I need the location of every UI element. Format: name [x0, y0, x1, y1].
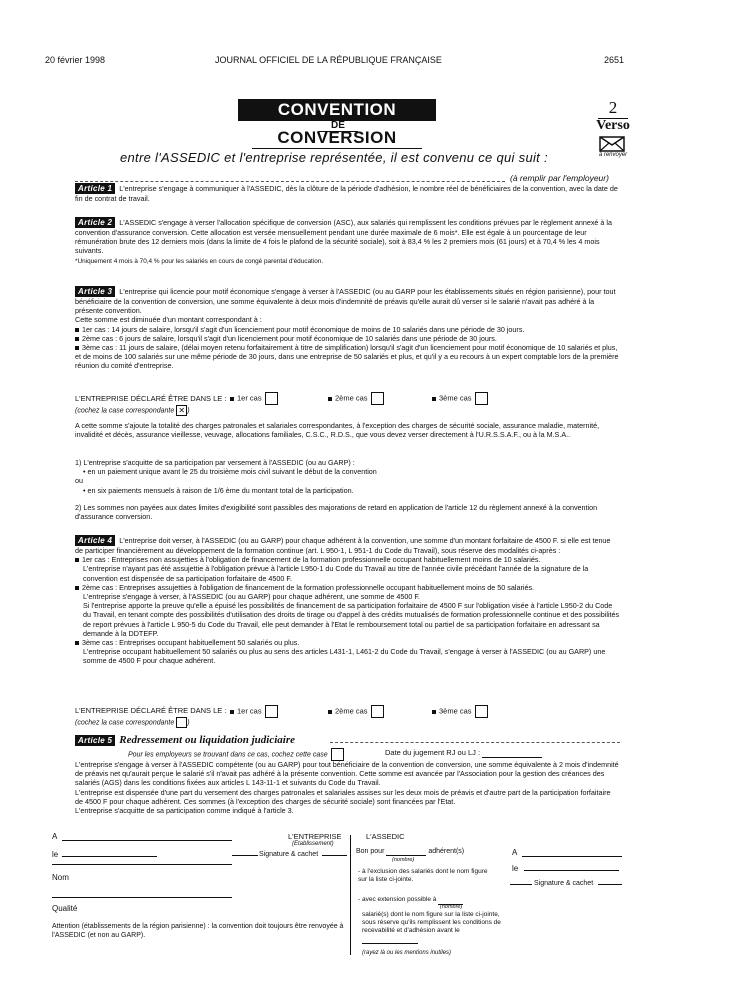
art4-case1-checkbox[interactable]: [265, 705, 278, 718]
bullet-square: [75, 337, 79, 341]
article-3: [75, 286, 620, 371]
article-3-payment: [75, 458, 620, 495]
article-5-text3: L'entreprise s'acquitte de sa participation comme indiqué à l'article 3.: [75, 806, 294, 816]
header-page-number: 2651: [604, 55, 625, 65]
footer-signature2: Signature & cachet: [534, 880, 594, 887]
title-de: DE: [318, 120, 358, 132]
bullet-square: [230, 710, 234, 714]
footer-qualite-top-line: [52, 897, 232, 898]
footer-a-left-line: [62, 840, 232, 841]
case3-checkbox[interactable]: [475, 392, 488, 405]
bullet-square: [75, 558, 79, 562]
bullet-square: [328, 710, 332, 714]
article-4-case3-option: [432, 705, 488, 718]
article-3-charges: A cette somme s'ajoute la totalité des charges patronales et salariales correspondantes, à l'exception des charges de sécurité sociale, assurance maladie, maternité, invalidité et décès, assurance vieillesse, veuvage, allocations familiales, C.S.C., R.D.S., que vous devez verser directement à l'U.R.S.S.A.F., ou à la M.S.A..: [75, 421, 600, 440]
footer-le-right-field[interactable]: [524, 863, 619, 871]
article-4-case-1: 1er cas : Entreprises non assujetties à l'obligation de financement de la formation professionnelle occupant habituellement moins de 10 salariés.: [82, 555, 541, 565]
article-1-label: Article 1: [75, 183, 115, 194]
article-3-p1: 1) L'entreprise s'acquitte de sa participation par versement à l'ASSEDIC (ou au GARP) :: [75, 458, 355, 467]
article-5-text: L'entreprise s'engage à verser à l'ASSEDIC compétente (ou au GARP) pour tout bénéficiaire de la convention de conversion, une somme équivalente à 2 mois d'indemnité de préavis net qu'aurait perçue le salarié s'il n'avait pas adhéré à la présente convention. Cette somme est avancée par l'Association pour la gestion des créances des salariés (AGS) dans les conditions fixées aux articles L 143-11-1 et suivants du Code du Travail.: [75, 760, 619, 788]
article-5-heading-row: [75, 734, 295, 746]
article-4-case-2b: L'entreprise s'engage à verser, à l'ASSEDIC (ou au GARP) pour chaque adhérent, une somme de 4500 F.: [83, 592, 420, 602]
footer-nom: Nom: [52, 873, 69, 882]
employeurs-text: Pour les employeurs se trouvant dans ce cas, cochez cette case: [128, 751, 328, 759]
footer-attention: Attention (établissements de la région parisienne) : la convention doit toujours être renvoyée à l'ASSEDIC (et non au GARP).: [52, 923, 344, 939]
renvoyer-label: à renvoyer: [598, 152, 628, 158]
article-4: [75, 535, 620, 666]
bullet-square: [75, 328, 79, 332]
article-4-label: Article 4: [75, 535, 115, 546]
footer-etablissement: (Etablissement): [292, 841, 334, 847]
article-5-line: [330, 742, 620, 743]
footer-a-left: A: [52, 832, 58, 841]
article-1-text: L'entreprise s'engage à communiquer à l'ASSEDIC, dès la clôture de la période d'adhésion, le nombre réel de bénéficiaires de la convention, avec la date de fin de contrat de travail.: [75, 184, 618, 203]
bullet-square: [328, 397, 332, 401]
article-5-label: Article 5: [75, 735, 115, 746]
footer-sig1-line-right: [322, 855, 347, 856]
article-4-case-2c: Si l'entreprise apporte la preuve qu'elle a épuisé les possibilités de financement de sa participation forfaitaire de 4500 F sur l'obligation visée à l'article L950-2 du Code du Travail, en tenant compte des possibilités d'utilisation des droits de tirage ou d'appel à des crédits mutualisés de formation professionnelle continue et des possibilités de report prévues à l'article L 950-5 du Code du Travail, elle peut demander à l'Etat le remboursement total ou partiel de sa participation forfaitaire en adressant sa demande à la DDTEFP.: [83, 601, 620, 638]
article-2: [75, 217, 620, 266]
bullet-square: [230, 397, 234, 401]
extension2-text: salarié(s) dont le nom figure sur la liste ci-jointe, sous réserve qu'ils remplissent les conditions de recevabilité et d'adhésion avant le: [362, 911, 501, 934]
footer-le-left-field[interactable]: [62, 849, 157, 857]
bullet-square: [75, 586, 79, 590]
article-4-intro: L'entreprise doit verser, à l'ASSEDIC (ou au GARP) pour chaque adhérent à la convention, une somme d'un montant forfaitaire de 4500 F. si elle est tenue de participer financièrement au développement de la formation continue (art. L 950-1, L 951-1 du Code du Travail), sous réserve des modalités ci-après :: [75, 536, 611, 555]
article-2-text: L'ASSEDIC s'engage à verser l'allocation spécifique de conversion (ASC), aux salariés qui remplissent les conditions prévues par le règlement annexé à la convention d'assurance conversion. Cette allocation est versée mensuellement pendant une durée maximale de 6 mois*. Elle est égale à un pourcentage de leur rémunération brute des 12 derniers mois (dans la limite de 4 fois le plafond de la sécurité sociale), soit à 83,4 % les 2 premiers mois (61 jours) et à 70,4 % les 4 mois suivants.: [75, 218, 613, 256]
article-3-declared: L'ENTREPRISE DÉCLARÉ ÊTRE DANS LE :: [75, 394, 227, 403]
article-3-case-2: 2ème cas : 6 jours de salaire, lorsqu'il s'agit d'un licenciement pour motif économique de 10 salariés dans une période de 30 jours.: [82, 333, 497, 343]
footer-nombre: (nombre): [392, 857, 415, 863]
article-3-case2-option: [328, 392, 384, 405]
footer-exclusion: - à l'exclusion des salariés dont le nom figure sur la liste ci-jointe.: [358, 868, 488, 883]
jugement-label: Date du jugement RJ ou LJ :: [385, 748, 481, 757]
cocher-text: (cochez la case correspondante: [75, 407, 175, 415]
footer-extension2: [362, 911, 502, 944]
footer-qualite: Qualité: [52, 904, 78, 913]
cocher-text: (cochez la case correspondante: [75, 719, 175, 727]
article-3-case-1: 1er cas : 14 jours de salaire, lorsqu'il s'agit d'un licenciement pour motif économique de moins de 10 salariés dans une période de 30 jours.: [82, 324, 525, 334]
footer-signature1: Signature & cachet: [259, 851, 319, 858]
art4-case3-checkbox[interactable]: [475, 705, 488, 718]
header-journal: JOURNAL OFFICIEL DE LA RÉPUBLIQUE FRANÇAISE: [215, 55, 442, 65]
footer-sig2-line-right: [598, 884, 622, 885]
footer-le-right: le: [512, 864, 519, 873]
footer-sig2-line-left: [510, 884, 532, 885]
article-5-text2: L'entreprise est dispensée d'une part du versement des charges patronales et salariales assises sur les deux mois de préavis et d'autre part de la participation forfaitaire de 4500 F pour chaque adhérent. Ces sommes (à l'exception des charges de sécurité sociale) sont financées par l'Etat.: [75, 787, 611, 806]
case2-label: 2ème cas: [335, 393, 368, 403]
article-4-declared: L'ENTREPRISE DÉCLARÉ ÊTRE DANS LE :: [75, 706, 227, 715]
verso-label: Verso: [596, 118, 630, 133]
title-underline: [252, 148, 422, 149]
cross-box-icon: ✕: [176, 405, 187, 416]
title-conversion: CONVERSION: [277, 128, 397, 147]
adherents-label: adhérent(s): [428, 848, 465, 855]
article-4-case-1b: L'entreprise n'ayant pas été assujettie à l'obligation prévue à l'article L950-1 du Code du Travail au titre de l'année civile précédant l'année de la signature de la convention est dispensée de sa participation forfaitaire de 4500 F.: [83, 564, 589, 583]
empty-box-icon: [176, 717, 187, 728]
case3-label: 3ème cas: [439, 706, 472, 716]
side-reference: [0, 830, 2, 937]
article-3-cocher: (cochez la case correspondante ✕ ): [75, 406, 190, 415]
article-2-label: Article 2: [75, 217, 115, 228]
article-3-label: Article 3: [75, 286, 115, 297]
article-3-p1a: • en un paiement unique avant le 25 du troisième mois civil suivant le début de la convention: [83, 467, 377, 477]
article-3-p1-ou: ou: [75, 476, 83, 486]
article-5-body: [75, 760, 620, 815]
footer-a-right: A: [512, 848, 518, 857]
article-4-cocher: (cochez la case correspondante ): [75, 717, 190, 728]
bullet-square: [432, 710, 436, 714]
verso-number: 2: [608, 98, 618, 117]
extension-label: - avec extension possible à: [358, 896, 437, 903]
extension-date-field[interactable]: [362, 935, 418, 944]
case2-label: 2ème cas: [335, 706, 368, 716]
remplir-note: (à remplir par l'employeur): [510, 173, 609, 183]
bon-pour-field[interactable]: [386, 848, 426, 856]
case2-checkbox[interactable]: [371, 392, 384, 405]
footer-rayez: (rayez là ou les mentions inutiles): [362, 950, 452, 956]
bullet-square: [432, 397, 436, 401]
footer-nom-top-line: [52, 864, 232, 865]
footer-le-left: le: [52, 850, 59, 859]
header-date: 20 février 1998: [45, 55, 106, 65]
article-3-reduced: Cette somme est diminuée d'un montant correspondant à :: [75, 315, 262, 325]
case1-checkbox[interactable]: [265, 392, 278, 405]
article-3-case-3: 3ème cas : 11 jours de salaire, (délai moyen retenu forfaitairement à titre de simplification) lorsqu'il s'agit d'un licenciement pour motif économique de 10 salariés et plus, et de moins de 100 salariés sur une même période de 30 jours, dans une entreprise de 50 salariés et plus, et qu'il y a eu recours à un expert comptable lors de la première réunion du comité d'entreprise.: [75, 343, 619, 371]
case1-label: 1er cas: [237, 393, 262, 403]
footer-a-right-line: [522, 856, 622, 857]
article-1: [75, 183, 620, 203]
bullet-square: [75, 346, 79, 350]
footer-assedic: L'ASSEDIC: [366, 832, 405, 841]
art4-case2-checkbox[interactable]: [371, 705, 384, 718]
article-4-case-3: 3ème cas : Entreprises occupant habituellement 50 salariés ou plus.: [82, 638, 300, 648]
footer-divider: [350, 835, 351, 955]
article-3-intro: L'entreprise qui licencie pour motif économique s'engage à verser à l'ASSEDIC (ou au GARP pour les établissements situés en région parisienne), pour tout bénéficiaire de la convention de conversion, une somme équivalente à deux mois d'indemnité de préavis qu'elle aurait dû verser si le salarié n'avait pas adhéré à la présente convention.: [75, 287, 616, 316]
footer-bon-pour: [356, 848, 464, 856]
article-5-jugement: [385, 748, 542, 758]
article-4-case-3b: L'entreprise occupant habituellement 50 salariés ou plus au sens des articles L431-1, L461-2 du Code du Travail, s'engage à verser à l'ASSEDIC (ou au GARP) une somme de 4500 F pour chaque adhérent.: [83, 647, 606, 666]
article-5-heading: Redressement ou liquidation judiciaire: [119, 734, 295, 746]
footer-nombre2: (nombre): [440, 904, 463, 910]
case1-label: 1er cas: [237, 706, 262, 716]
article-3-p2: 2) Les sommes non payées aux dates limites d'exigibilité sont passibles des majorations de retard en application de l'article 12 du règlement annexé à la convention d'assurance conversion.: [75, 503, 598, 522]
case3-label: 3ème cas: [439, 393, 472, 403]
article-2-footnote: *Uniquement 4 mois à 70,4 % pour les salariés en cours de congé parental d'éducation.: [75, 257, 324, 265]
footer-extension: [358, 896, 498, 905]
article-4-case2-option: [328, 705, 384, 718]
article-3-case1-option: [230, 392, 278, 405]
footer-sig1-line-left: [232, 855, 258, 856]
title-convention: CONVENTION: [238, 99, 436, 121]
remplir-line: [75, 181, 505, 182]
article-4-case-2: 2ème cas : Entreprises assujetties à l'obligation de financement de la formation professionnelle occupant habituellement moins de 50 salariés.: [82, 582, 535, 592]
article-4-case1-option: [230, 705, 278, 718]
bullet-square: [75, 641, 79, 645]
article-3-p1b: • en six paiements mensuels à raison de 1/6 ème du montant total de la participation.: [83, 485, 354, 495]
article-3-case3-option: [432, 392, 488, 405]
bon-pour-label: Bon pour: [356, 848, 385, 855]
jugement-date-field[interactable]: [482, 750, 542, 758]
footer-entreprise: L'ENTREPRISE: [288, 832, 342, 841]
subtitle: entre l'ASSEDIC et l'entreprise représentée, il est convenu ce qui suit :: [120, 150, 548, 165]
